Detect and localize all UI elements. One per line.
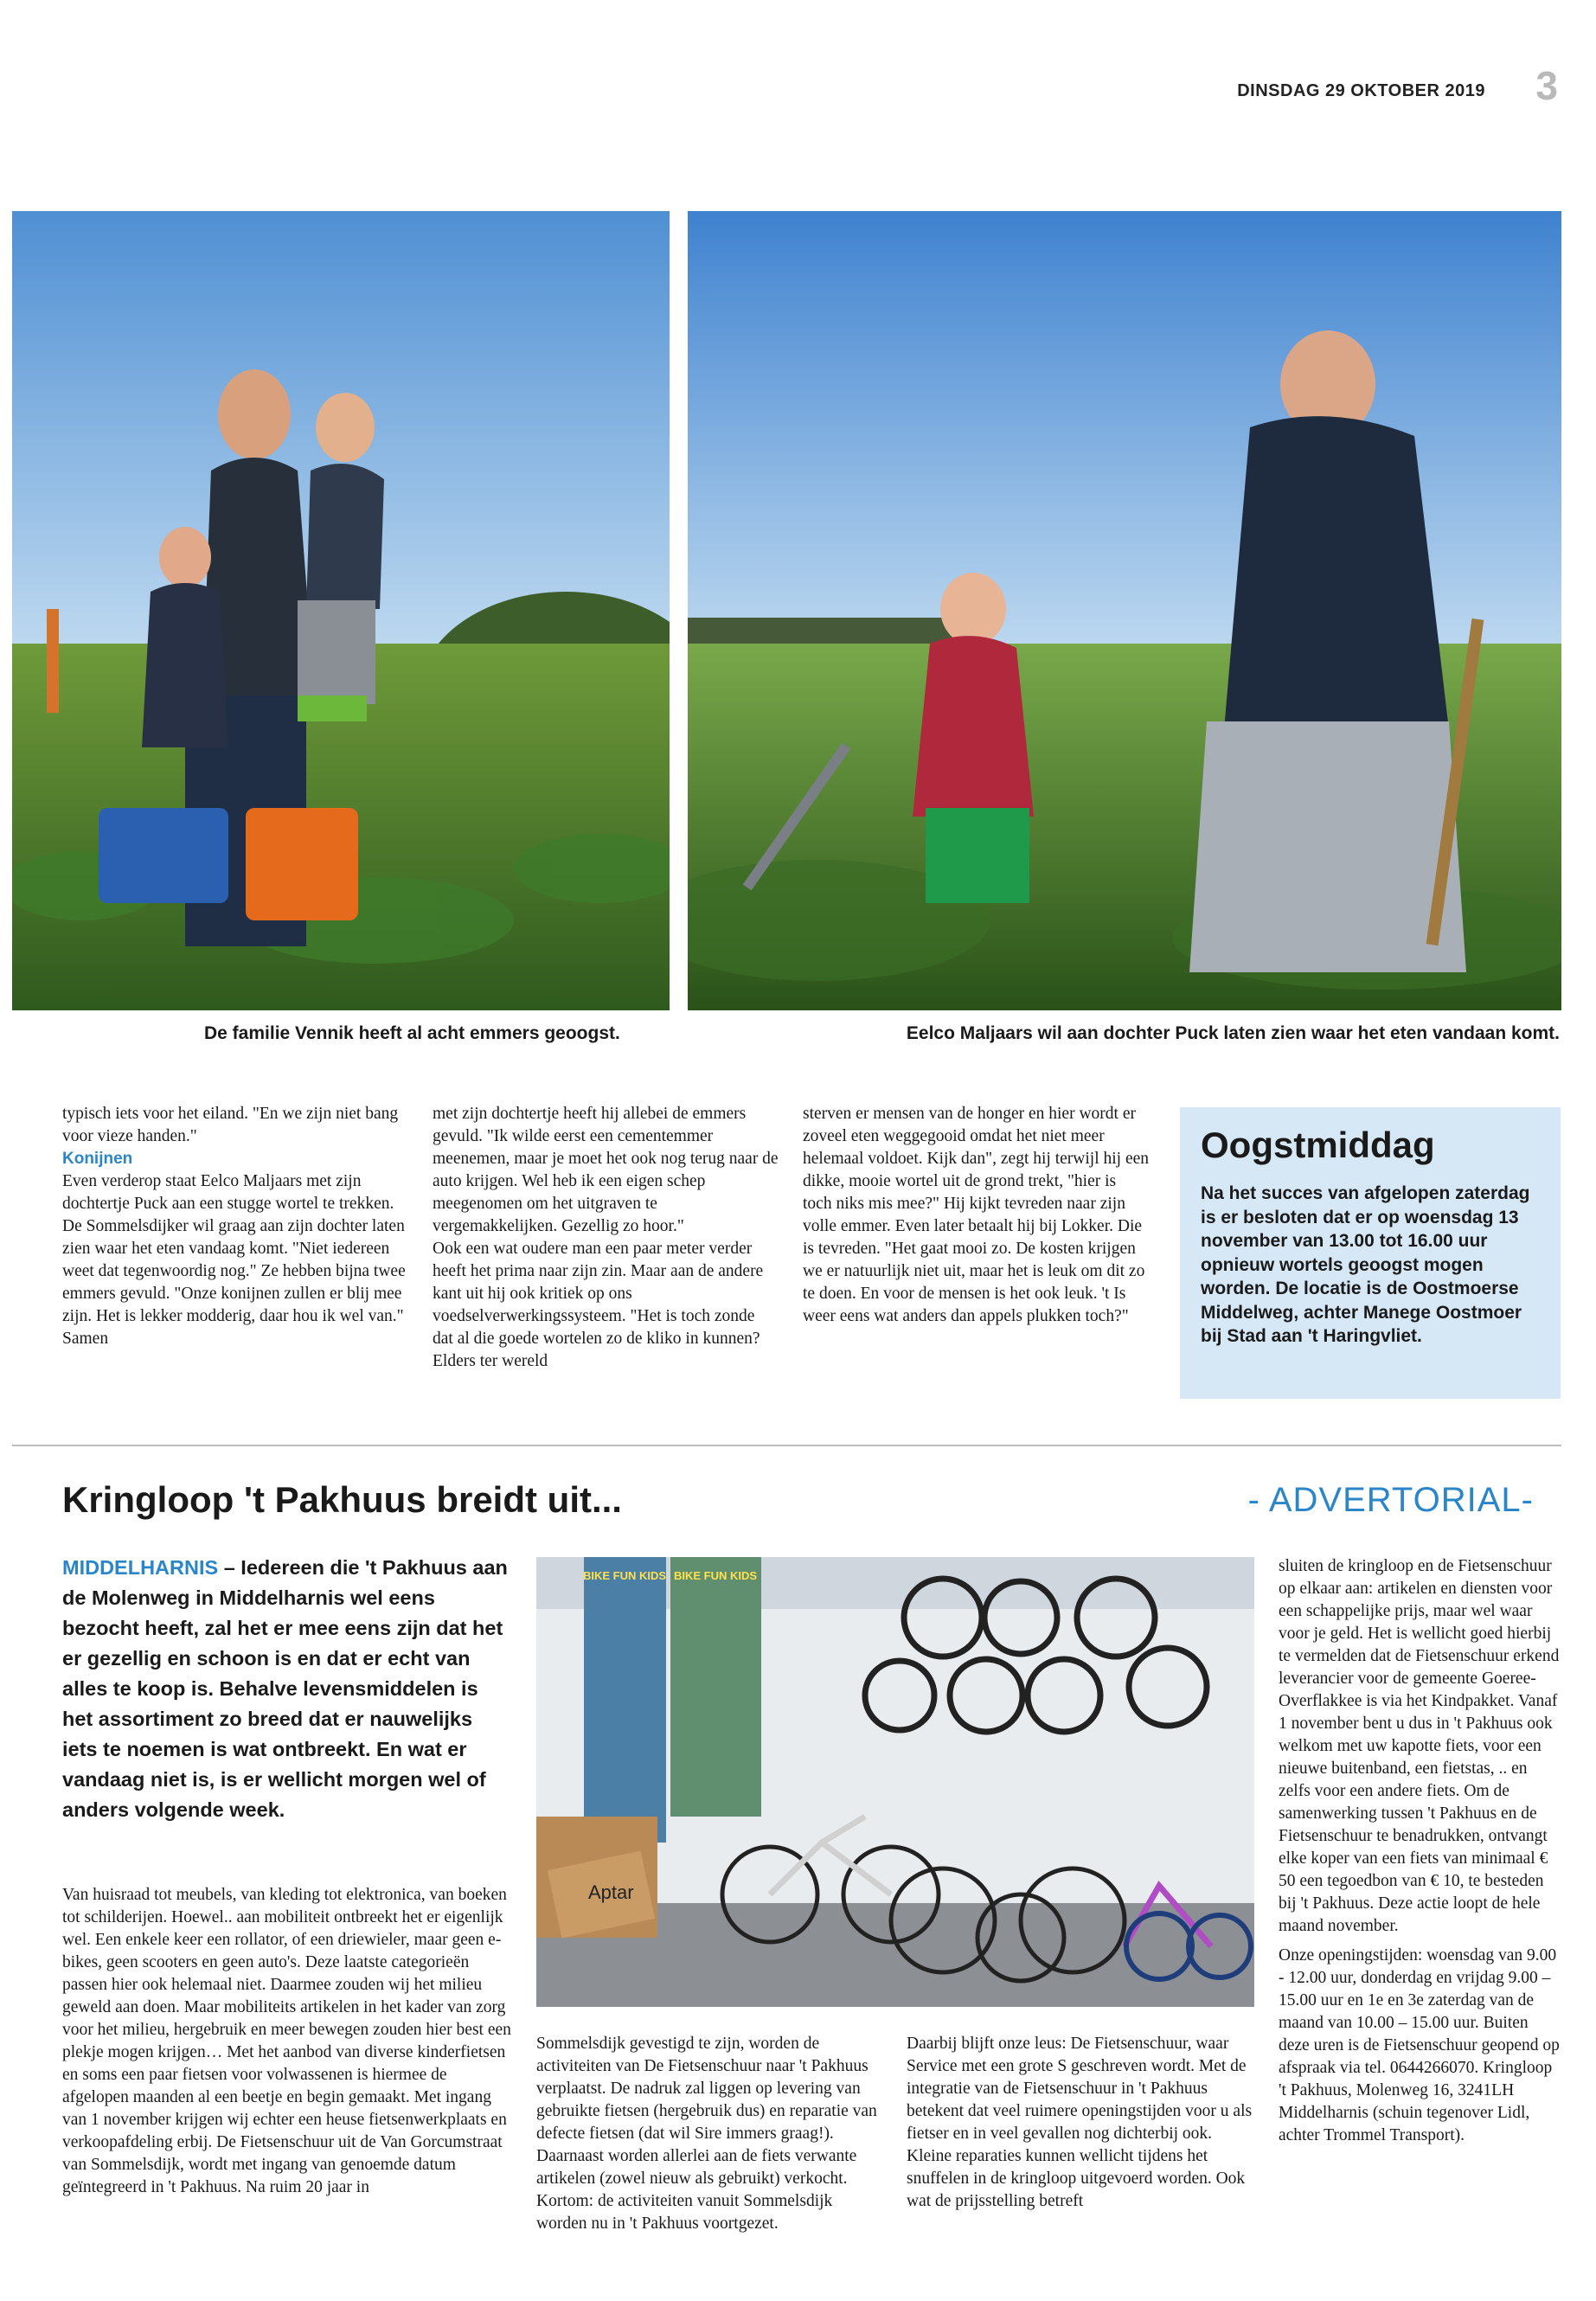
article-paragraph: Sommelsdijk gevestigd te zijn, worden de activiteiten van De Fietsenschuur naar 't Pakhuus verplaatst. De nadruk zal liggen op levering van gebruikte fietsen (hergebruik dus) en reparatie van defecte fietsen (dat wil Sire immers graag!). Daarnaast worden allerlei aan de fiets verwante artikelen (zowel nieuw als gebruikt) verkocht. Kortom: de activiteiten vanuit Sommelsdijk worden nu in 't Pakhuus voortgezet. [536,2035,877,2233]
box-label: Aptar [588,1881,634,1903]
article-column-1 [62,1103,408,1350]
article-paragraph: Daarbij blijft onze leus: De Fietsenschuur, waar Service met een grote S geschreven wordt. Met de integratie van de Fietsenschuur in 't Pakhuus betekent dat veel ruimere openingstijden voor u als fietser en in veel gevallen nog dichterbij ook. Kleine reparaties kunnen wellicht tijdens het snuffelen in de kringloop uitgevoerd worden. Ook wat de prijsstelling betreft [907,2035,1253,2210]
article2-column-4 [1279,1555,1561,2147]
article-paragraph: Even verderop staat Eelco Maljaars met zijn dochtertje Puck aan een stugge wortel te trekken. De Sommelsdijker wil graag aan zijn dochter laten zien waar het eten vandaag komt. "Niet iedereen weet dat tegenwoordig nog." Ze hebben bijna twee emmers gevuld. "Onze konijnen zullen er blij mee zijn. Het is lekker modderig, daar hou ik wel van." Samen [62,1172,406,1348]
photo-caption-left: De familie Vennik heeft al acht emmers geoogst. [204,1023,620,1043]
oogstmiddag-info-box [1180,1107,1561,1399]
poster-left-text: BIKE FUN KIDS [582,1569,667,1582]
article-headline: Kringloop 't Pakhuus breidt uit... [62,1479,622,1520]
article-paragraph: met zijn dochtertje heeft hij allebei de emmers gevuld. "Ik wilde eerst een cementemmer meenemen, maar je moet het ook nog terug naar de auto krijgen. Wel heb ik een eigen schep meegenomen om het uitgraven te vergemakkelijken. Gezellig zo hoor." [433,1105,779,1235]
article-paragraph: Van huisraad tot meubels, van kleding tot elektronica, van boeken tot schilderijen. Hoewel.. aan mobiliteit ontbreekt het er eigenlijk wel. Een enkele keer een rollator, of een driewieler, maar geen e-bikes, geen scooters en geen auto's. Deze laatste categorieën passen hier ook helemaal niet. Daarmee zouden wij het milieu geweld aan doen. Maar mobiliteits artikelen in het kader van zorg voor het milieu, hergebruik en meer bewegen zouden hier best een plekje mogen krijgen… Met het aanbod van diverse kinderfietsen en soms een paar fietsen voor volwassenen is hiermee de afgelopen maanden al een beetje en begin gemaakt. Met ingang van 1 november krijgen wij echter een heuse fietsenwerkplaats en verkoopafdeling erbij. De Fietsenschuur uit de Van Gorcumstraat van Sommelsdijk, wordt met ingang van genoemde datum geïntegreerd in 't Pakhuus. Na ruim 20 jaar in [62,1886,511,2196]
article-paragraph: sterven er mensen van de honger en hier wordt er zoveel eten weggegooid omdat het niet meer helemaal voldoet. Kijk dan", zegt hij terwijl hij een dikke, mooie wortel uit de grond trekt, "hier is toch niks mis mee?" Hij kijkt tevreden naar zijn volle emmer. Even later betaalt hij bij Lokker. Die is tevreden. "Het gaat mooi zo. De kosten krijgen we er natuurlijk niet uit, maar het is leuk om dit zo te doen. En voor de mensen is het ook leuk. 't Is weer eens wat anders dan appels plukken toch?" [803,1105,1150,1325]
subheading-konijnen: Konijnen [62,1150,133,1168]
info-box-text: Na het succes van afgelopen zaterdag is er besloten dat er op woensdag 13 november van 13.00 tot 16.00 uur opnieuw wortels geoogst mogen worden. De locatie is de Oostmoerse Middelweg, achter Manege Oostmoer bij Stad aan 't Haringvliet. [1201,1183,1530,1346]
poster-right-text: BIKE FUN KIDS [673,1569,758,1582]
photo-eelco-and-puck [688,211,1561,1010]
article-intro [62,1553,512,1825]
info-box-title: Oogstmiddag [1201,1125,1435,1165]
article2-column-2 [536,2033,882,2235]
article-column-2 [433,1103,779,1373]
article2-column-3 [907,2033,1253,2213]
advertorial-label: - ADVERTORIAL- [1247,1481,1534,1519]
article-paragraph: sluiten de kringloop en de Fietsenschuur op elkaar aan: artikelen en diensten voor een schappelijke prijs, maar wel waar voor je geld. Het is wellicht goed hierbij te vermelden dat de Fietsenschuur erkend leverancier voor de gemeente Goeree-Overflakkee is via het Kindpakket. Vanaf 1 november bent u dus in 't Pakhuus ook welkom met uw kapotte fiets, voor een nieuwe buitenband, een fietstas, .. en zelfs voor een andere fiets. Om de samenwerking tussen 't Pakhuus en de Fietsenschuur te benadrukken, ontvangt elke koper van een fiets van minimaal € 50 een tegoedbon van € 10, te besteden bij 't Pakhuus. Deze actie loopt de hele maand november. [1279,1557,1560,1935]
intro-text: – Iedereen die 't Pakhuus aan de Molenweg in Middelharnis wel eens bezocht heeft, zal het er mee eens zijn dat het er gezellig en schoon is en dat er echt van alles te koop is. Behalve levensmiddelen is het assortiment zo breed dat er nauwelijks iets te noemen is wat ontbreekt. En wat er vandaag niet is, is er wellicht morgen wel of anders volgende week. [62,1556,508,1821]
article2-column-1 [62,1884,512,2199]
photo-bike-shop [536,1557,1254,2007]
photo-caption-right: Eelco Maljaars wil aan dochter Puck laten zien waar het eten vandaan komt. [906,1023,1560,1043]
article-paragraph: Ook een wat oudere man een paar meter verder heeft het prima naar zijn zin. Maar aan de andere kant uit hij ook kritiek op ons voedselverwerkingssysteem. "Het is toch zonde dat al die goede wortelen zo de kliko in kunnen? Elders ter wereld [433,1240,764,1370]
article-paragraph: typisch iets voor het eiland. "En we zijn niet bang voor vieze handen." [62,1105,399,1145]
dateline-location: MIDDELHARNIS [62,1556,219,1579]
opening-hours-paragraph: Onze openingstijden: woensdag van 9.00 - 12.00 uur, donderdag en vrijdag 9.00 – 15.00 uur en 1e en 3e zaterdag van de maand van 10.00 – 15.00 uur. Buiten deze uren is de Fietsenschuur geopend op afspraak via tel. 0644266070. Kringloop 't Pakhuus, Molenweg 16, 3241LH Middelharnis (schuin tegenover Lidl, achter Trommel Transport). [1279,1946,1560,2144]
page-date: DINSDAG 29 OKTOBER 2019 [1237,81,1485,100]
page-number: 3 [1535,63,1558,108]
article-column-3 [803,1103,1149,1328]
photo-vennik-family [12,211,670,1010]
section-divider [12,1445,1561,1446]
